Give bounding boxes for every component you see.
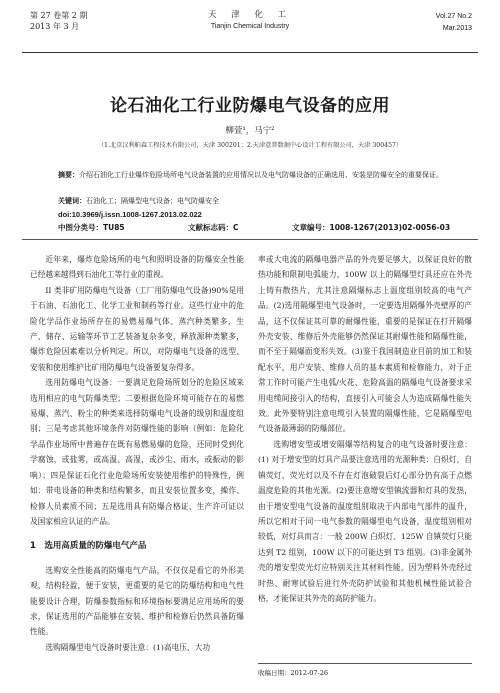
- received-date: 收稿日期：2012-07-26: [258, 663, 472, 677]
- abstract-label: 摘要：: [58, 171, 79, 179]
- paragraph: 率或大电流的隔爆电器产品的外壳要足够大，以保证良好的散热功能和限制电弧能力，100W 以上的隔爆型灯具还应在外壳上铸有散热片，尤其注意隔爆标志上温度组别较高的电气产品。(2)选用隔爆型电气设备时，一定要选用隔爆外壳壁厚的产品，这不仅保证其可靠的耐爆性能，重要的是保证在打开隔爆外壳安装、维修后外壳能够仍然保证其耐爆性能和隔爆性能，而不至于隔爆面变形失效。(3)鉴于我国制造业目前的加工和装配水平，用户安装、维修人员的基本素质和检修能力，对于正常工作时可能产生电弧/火花、危险高温的隔爆电气设备要求采用电缆间接引入的结构，直接引入可能会人为造成隔爆性能失效。此外要特别注意电缆引入装置的隔爆性能，它是隔爆型电气设备最薄弱的防爆部位。: [258, 255, 472, 434]
- article-authors: 柳萱¹，马宁²: [225, 126, 275, 136]
- abstract: [58, 169, 458, 182]
- keywords-text: 石油化工；隔爆型电气设备；电气防爆安全: [86, 197, 219, 205]
- document-code: 文献标志码：C: [188, 223, 239, 232]
- doi: doi:10.3969/j.issn.1008-1267.2013.02.022: [58, 210, 202, 219]
- left-column: [30, 252, 244, 655]
- paragraph: 选用防爆电气设备：一要满足危险场所划分的危险区域来选用相应的电气防爆类型；二要根据危险环境可能存在的易燃易爆、蒸汽、粉尘的种类来选择防爆电气设备的级别和温度组别；三是考虑其他环境条件对防爆性能的影响（例如：危险化学品作业场所中普遍存在既有易燃易爆的危险，还同时受到化学腐蚀，或盐雾，或高温、高湿，或沙尘、雨水，或振动的影响）；四是保证石化行业危险场所安装使用维护的特殊性，例如：带电设备的种类和结构繁多，而且安装位置多变，操作、检修人员素质不同；五是选用具有防爆合格证、生产许可证以及国家相应认证的产品。: [30, 378, 244, 526]
- header-center: [150, 10, 350, 32]
- abstract-text: 介绍石油化工行业爆炸危险场所电气设备装置的应用情况以及电气防爆设备的正确选用、安装是防爆安全的重要保证。: [79, 171, 443, 179]
- article-number: 文章编号：1008-1267(2013)02-0056-03: [292, 223, 451, 232]
- journal-name-en: Tianjin Chemical Industry: [210, 23, 290, 30]
- volume-en: Vol.27 No.2: [435, 13, 472, 20]
- keywords-label: 关键词：: [58, 197, 86, 205]
- date-cn: 2013 年 3 月: [30, 22, 80, 31]
- header-right: [436, 10, 472, 34]
- journal-name-cn: 天 津 化 工: [207, 10, 293, 20]
- date-en: Mar.2013: [442, 25, 472, 32]
- meta-divider: [22, 239, 478, 240]
- author-affiliation: （1.北京汉利帕森工程技术有限公司，天津 300201；2.天津意普数据中心设计工程有限公司，天津 300457）: [97, 142, 403, 149]
- paragraph: 近年来，爆炸危险场所的电气和照明设备的防爆安全性能已经越来越得到石油化工等行业的重视。: [30, 255, 244, 280]
- paragraph: 选购增安型或增安隔爆等结构复合的电气设备时要注意：(1) 对于增安型的灯具产品要注意选用的光源种类：白炽灯，自镇荧灯、荧光灯以及不存在灯泡破裂后灯心部分仍有高于点燃温度危险的其他光源。(2)要注意增安型镇流器和灯具的发热，由于增安型电气设备的温度组别取决于内部电气部件的温升，所以它相对于同一电气参数的隔爆型电气设备，温度组别相对较低，对灯具而言：一般 200W 白炽灯、125W 自镇荧灯只能达到 T2 组别，100W 以下的可能达到 T3 组别。(3)非金属外壳的增安型荧光灯应特别关注其材料性能，因为塑料外壳经过时热、耐寒试验后进行外壳防护试验和其他机械性能试验合格，才能保证其外壳的高防护能力。: [258, 439, 472, 603]
- right-column: [258, 252, 472, 606]
- section-heading: 1 选用高质量的防爆电气产品: [30, 541, 147, 552]
- classification-number: 中图分类号：TU85: [58, 223, 125, 232]
- volume-cn: 第 27 卷第 2 期: [30, 11, 88, 20]
- paragraph: II 类非矿用防爆电气设备（工厂用防爆电气设备)90%是用于石油、石油化工、化学工业和制药等行业。这些行业中的危险化学品作业场所存在的易燃易爆气体、蒸汽种类繁多，生产、储存、运输等环节工艺装备复杂多变，释放源种类繁多，爆炸危险因素难以分析判定。所以，对防爆电气设备的选型、安装和使用维护比矿用防爆电气设备要复杂得多。: [30, 285, 244, 372]
- paragraph: 选购安全性能高的防爆电气产品，不仅仅是看它的外形美观，结构轻盈，便于安装，更重要的是它的防爆结构和电气性能要设计合理，防爆参数指标和环境指标要满足应用场所的要求，保证选用的产品能够在安装、维护和检修后仍然具备防爆性能。: [30, 565, 244, 637]
- paragraph: 选购隔爆型电气设备时要注意：(1)高电压、大功: [45, 642, 211, 652]
- header-left: [30, 10, 87, 32]
- keywords: [58, 195, 458, 208]
- article-title: 论石油化工行业防爆电气设备的应用: [110, 96, 390, 116]
- header-divider: [22, 52, 478, 53]
- journal-header: [0, 0, 500, 52]
